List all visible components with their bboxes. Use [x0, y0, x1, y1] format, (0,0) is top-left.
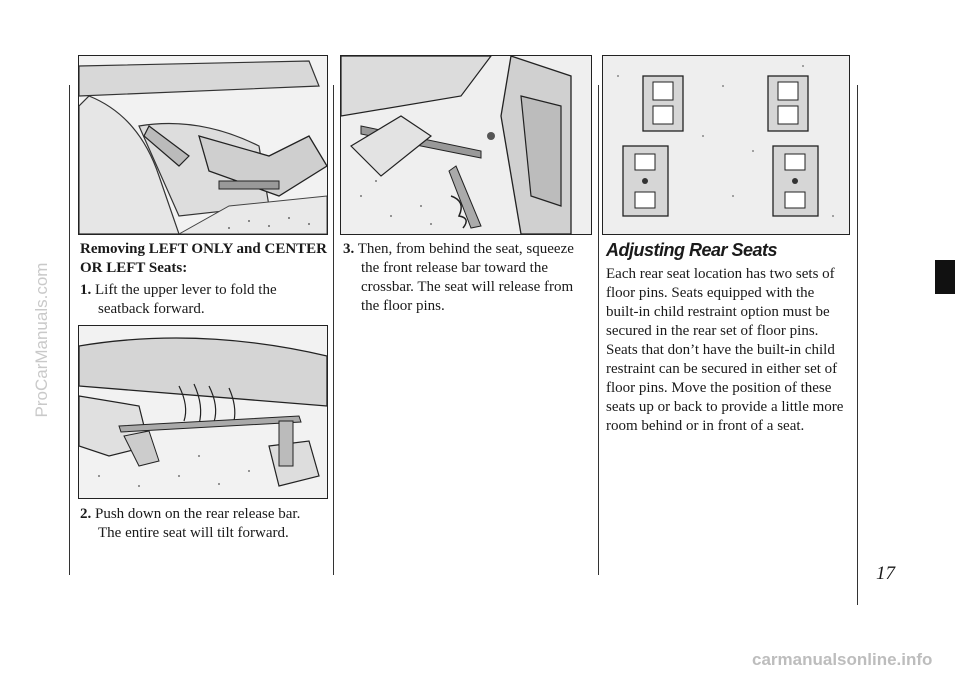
step-1	[80, 281, 330, 319]
para-line: built-in child restraint option must be	[606, 304, 830, 320]
step-2	[80, 505, 330, 543]
step-2-line-2: The entire seat will tilt forward.	[98, 525, 289, 541]
step-3-line-1: Then, from behind the seat, squeeze	[357, 241, 574, 257]
step-3	[343, 240, 593, 316]
para-line: floor pins. Seats equipped with the	[606, 285, 815, 301]
para-line: room behind or in front of a seat.	[606, 418, 805, 434]
adjusting-rear-seats-heading: Adjusting Rear Seats	[606, 240, 778, 260]
illustration-rear-release-bar	[78, 325, 328, 499]
step-3-number: 3.	[343, 241, 355, 257]
para-line: seats up or back to provide a little more	[606, 399, 844, 415]
para-line: floor pins. Move the position of these	[606, 380, 832, 396]
step-1-number: 1.	[80, 282, 92, 298]
heading-line-1: Removing LEFT ONLY and CENTER	[80, 241, 328, 257]
para-line: secured in the rear set of floor pins.	[606, 323, 819, 339]
para-line: Seats that don’t have the built-in child	[606, 342, 835, 358]
column-rule-3	[598, 85, 599, 575]
column-rule-1	[69, 85, 70, 575]
column-rule-2	[333, 85, 334, 575]
illustration-front-release-bar	[340, 55, 592, 235]
step-1-line-1: Lift the upper lever to fold the	[95, 282, 277, 298]
para-line: Each rear seat location has two sets of	[606, 266, 835, 282]
bottom-watermark[interactable]: carmanualsonline.info	[752, 650, 933, 669]
step-3-line-2: the front release bar toward the	[361, 260, 548, 276]
step-3-line-4: the floor pins.	[361, 298, 445, 314]
side-watermark: ProCarManuals.com	[32, 262, 51, 418]
section-tab-marker	[935, 260, 955, 294]
para-line: restraint can be secured in either set of	[606, 361, 838, 377]
illustration-seatback-lever	[78, 55, 328, 235]
adjusting-rear-seats-paragraph	[606, 265, 856, 436]
page-number: 17	[876, 563, 895, 584]
illustration-floor-pins	[602, 55, 850, 235]
removing-seats-heading	[80, 240, 330, 278]
step-2-number: 2.	[80, 506, 92, 522]
step-2-line-1: Push down on the rear release bar.	[95, 506, 301, 522]
heading-line-2: OR LEFT Seats:	[80, 260, 188, 276]
step-3-line-3: crossbar. The seat will release from	[361, 279, 574, 295]
column-rule-4	[857, 85, 858, 605]
step-1-line-2: seatback forward.	[98, 301, 205, 317]
